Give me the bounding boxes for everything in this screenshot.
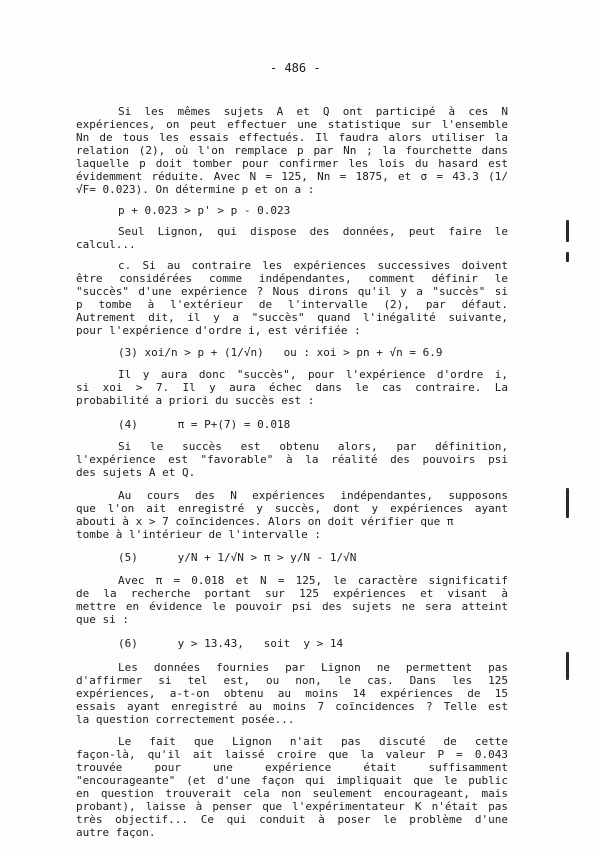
text-line: √F= 0.023). On détermine p et on a : xyxy=(76,183,315,196)
text-line: expériences, on peut effectuer une statistique sur l'ensemble xyxy=(76,118,508,131)
text-line: de la recherche portant sur 125 expériences et visant à xyxy=(76,587,508,600)
text-line: des sujets A et Q. xyxy=(76,466,196,479)
text-line: Nn de tous les essais effectués. Il faudra alors utiliser la xyxy=(76,131,508,144)
text-line: Les données fournies par Lignon ne permettent pas xyxy=(118,661,508,674)
text-line: Si les mêmes sujets A et Q ont participé à ces N xyxy=(118,105,508,118)
text-line: Autrement dit, il y a "succès" quand l'inégalité suivante, xyxy=(76,311,508,324)
text-line: Si le succès est obtenu alors, par définition, xyxy=(118,440,508,453)
text-line: calcul... xyxy=(76,238,136,251)
text-line: très objectif... Ce qui conduit à poser le problème d'une xyxy=(76,813,508,826)
margin-mark xyxy=(566,652,569,680)
text-line: autre façon. xyxy=(76,826,156,839)
page-number: - 486 - xyxy=(270,61,321,75)
text-line: que l'on ait enregistré y succès, dont y expériences ayant xyxy=(76,502,508,515)
text-line: en question trouverait cela non seulement encourageant, mais xyxy=(76,787,508,800)
text-line: être considérées comme indépendantes, comment définir le xyxy=(76,272,508,285)
text-line: si xoi > 7. Il y aura échec dans le cas contraire. La xyxy=(76,381,508,394)
text-line: laquelle p doit tomber pour confirmer les lois du hasard est xyxy=(76,157,508,170)
text-line: essais ayant enregistré au moins 7 coïncidences ? Telle est xyxy=(76,700,508,713)
text-line: tombe à l'intérieur de l'intervalle : xyxy=(76,528,322,541)
margin-mark xyxy=(566,252,569,262)
text-line: mettre en évidence le pouvoir psi des sujets ne sera atteint xyxy=(76,600,508,613)
text-line: (3) xoi/n > p + (1/√n) ou : xoi > pn + √n = 6.9 xyxy=(118,346,443,359)
text-line: abouti à x > 7 coïncidences. Alors on doit vérifier que π xyxy=(76,515,454,528)
margin-mark xyxy=(566,220,569,242)
text-line: Avec π = 0.018 et N = 125, le caractère significatif xyxy=(118,574,508,587)
text-line: façon-là, qu'il ait laissé croire que la valeur P = 0.043 xyxy=(76,748,508,761)
text-line: trouvée pour une expérience était suffisamment xyxy=(76,761,508,774)
text-line: que si : xyxy=(76,613,129,626)
text-line: (5) y/N + 1/√N > π > y/N - 1/√N xyxy=(118,551,357,564)
text-line: probabilité a priori du succès est : xyxy=(76,394,315,407)
text-line: d'affirmer si tel est, ou non, le cas. Dans les 125 xyxy=(76,674,508,687)
text-line: l'expérience est "favorable" à la réalité des pouvoirs psi xyxy=(76,453,508,466)
text-line: p + 0.023 > p' > p - 0.023 xyxy=(118,204,291,217)
text-line: c. Si au contraire les expériences successives doivent xyxy=(118,259,508,272)
text-line: Le fait que Lignon n'ait pas discuté de cette xyxy=(118,735,508,748)
text-line: Il y aura donc "succès", pour l'expérience d'ordre i, xyxy=(118,368,508,381)
text-line: expériences, a-t-on obtenu au moins 14 expériences de 15 xyxy=(76,687,508,700)
text-line: (4) π = P+(7) = 0.018 xyxy=(118,418,291,431)
text-line: pour l'expérience d'ordre i, est vérifiée : xyxy=(76,324,361,337)
margin-mark xyxy=(566,488,569,518)
text-line: probant), laisse à penser que l'expérimentateur K n'était pas xyxy=(76,800,508,813)
text-line: p tombe à l'extérieur de l'intervalle (2), par défaut. xyxy=(76,298,508,311)
text-line: Seul Lignon, qui dispose des données, peut faire le xyxy=(118,225,508,238)
text-line: Au cours des N expériences indépendantes, supposons xyxy=(118,489,508,502)
text-line: relation (2), où l'on remplace p par Nn ; la fourchette dans xyxy=(76,144,508,157)
text-line: "encourageante" (et d'une façon qui impliquait que le public xyxy=(76,774,508,787)
text-line: évidemment réduite. Avec N = 125, Nn = 1875, et σ = 43.3 (1/ xyxy=(76,170,508,183)
text-line: (6) y > 13.43, soit y > 14 xyxy=(118,637,344,650)
text-line: la question correctement posée... xyxy=(76,713,295,726)
text-line: "succès" d'une expérience ? Nous dirons qu'il y a "succès" si xyxy=(76,285,508,298)
